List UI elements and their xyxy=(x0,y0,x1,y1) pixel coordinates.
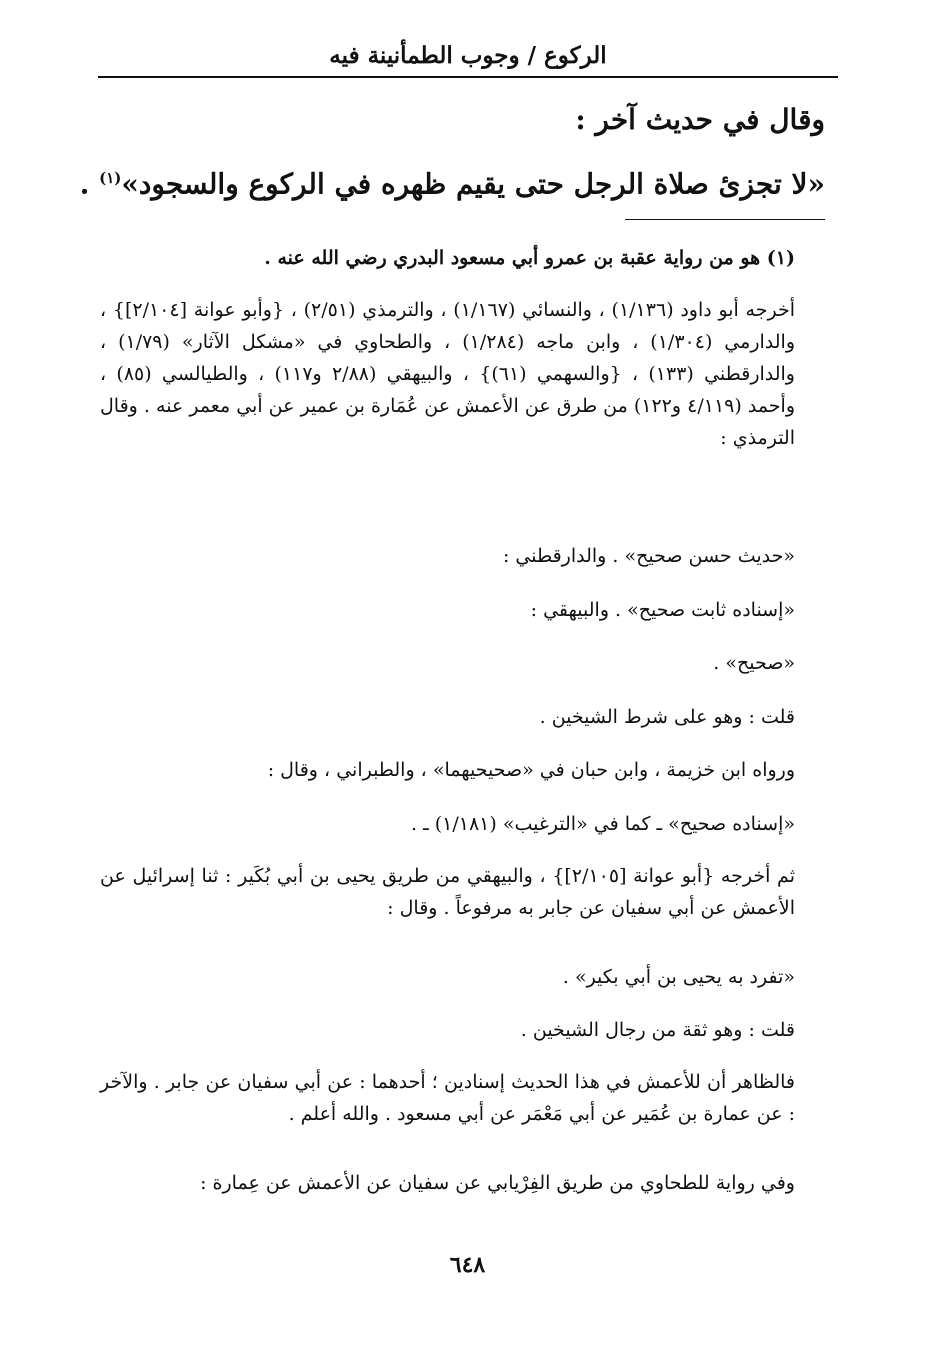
footnote-rule xyxy=(625,219,825,220)
intro-line: وقال في حديث آخر : xyxy=(575,103,825,136)
hadith-end: . xyxy=(79,167,100,201)
note-thiqah: قلت : وهو ثقة من رجال الشيخين . xyxy=(520,1019,795,1041)
footnote-conclusion: فالظاهر أن للأعمش في هذا الحديث إسنادين ؛ أحدهما : عن أبي سفيان عن جابر . والآخر : عن عمارة بن عُمَير عن أبي مَعْمَر عن أبي مسعود . والله أعلم . xyxy=(100,1071,795,1125)
footnote-tahawi: وفي رواية للطحاوي من طريق الفِرْيابي عن سفيان عن الأعمش عن عِمارة : xyxy=(200,1172,795,1194)
footnote-1-sources: أخرجه أبو داود (١/١٣٦) ، والنسائي (١/١٦٧) ، والترمذي (٢/٥١) ، {وأبو عوانة [٢/١٠٤]} ، والدارمي (١/٣٠٤) ، وابن ماجه (١/٢٨٤) ، والطحاوي في «مشكل الآثار» (١/٧٩) ، والدارقطني (١٣٣) ، {والسهمي (٦١)} ، والبيهقي (٢/٨٨ و١١٧) ، والطيالسي (٨٥) ، وأحمد (٤/١١٩ و١٢٢) من طرق عن الأعمش عن عُمَارة بن عمير عن أبي معمر عنه . وقال الترمذي : xyxy=(100,299,796,449)
footnote-1-head: (١) هو من رواية عقبة بن عمرو أبي مسعود البدري رضي الله عنه . xyxy=(264,247,795,269)
quote-bayhaqi: «صحيح» . xyxy=(713,652,795,674)
quote-tirmidhi: «حديث حسن صحيح» . والدارقطني : xyxy=(502,545,795,567)
quote-daraqutni: «إسناده ثابت صحيح» . والبيهقي : xyxy=(530,599,795,621)
footnote-abu-awanah: ثم أخرجه {أبو عوانة [٢/١٠٥]} ، والبيهقي من طريق يحيى بن أبي بُكَير : ثنا إسرائيل عن الأعمش عن أبي سفيان عن جابر به مرفوعاً . وقال : xyxy=(100,865,795,919)
quote-targhib: «إسناده صحيح» ـ كما في «الترغيب» (١/١٨١) ـ . xyxy=(411,813,795,835)
quote-tafarrud: «تفرد به يحيى بن أبي بكير» . xyxy=(562,966,795,988)
hadith-line xyxy=(79,158,825,204)
footnote-marker[interactable]: (١) xyxy=(99,169,122,187)
hadith-text: «لا تجزئ صلاة الرجل حتى يقيم ظهره في الركوع والسجود» xyxy=(121,167,825,201)
note-ibn-khuzaymah: ورواه ابن خزيمة ، وابن حبان في «صحيحيهما» ، والطبراني ، وقال : xyxy=(267,759,795,781)
note-shaykhayn: قلت : وهو على شرط الشيخين . xyxy=(539,706,795,728)
running-title: الركوع / وجوب الطمأنينة فيه xyxy=(329,42,607,69)
header-rule xyxy=(98,76,838,78)
page-number: ٦٤٨ xyxy=(449,1252,486,1278)
